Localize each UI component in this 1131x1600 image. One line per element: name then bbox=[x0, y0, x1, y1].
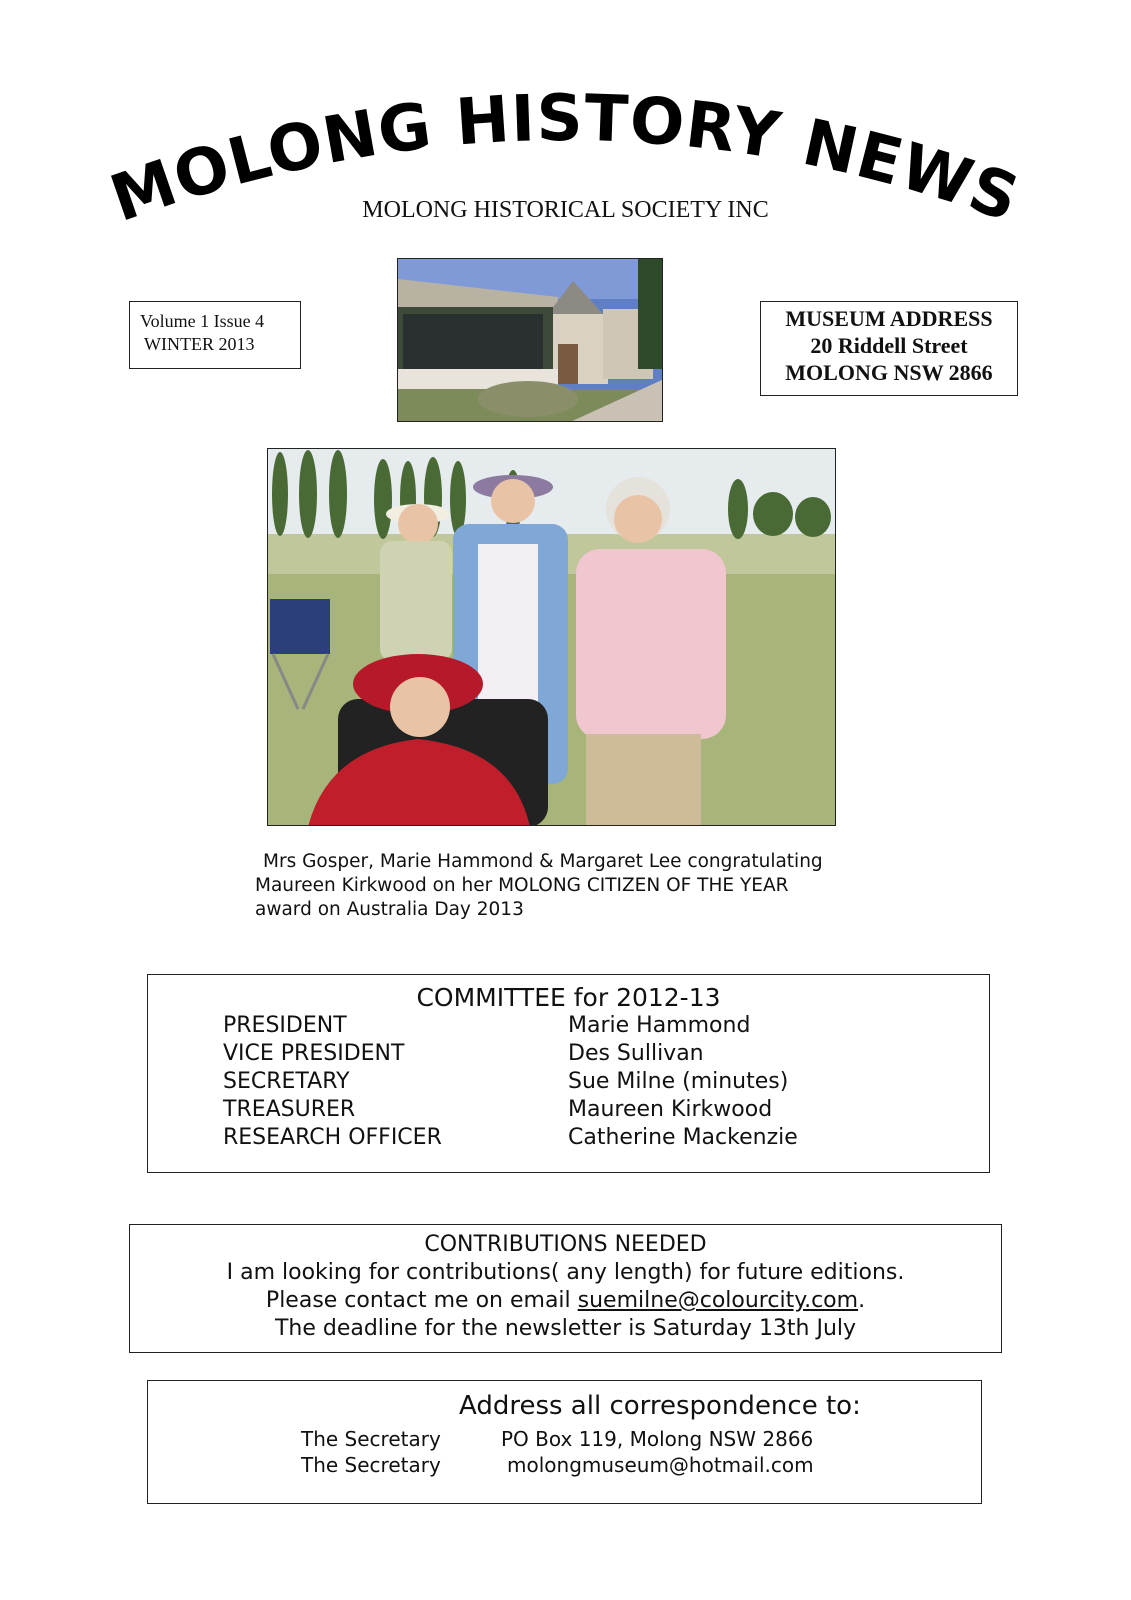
issue-info-box bbox=[129, 301, 301, 369]
committee-role: SECRETARY bbox=[223, 1069, 350, 1094]
caption-line: award on Australia Day 2013 bbox=[255, 899, 524, 920]
newsletter-title: MOLONG HISTORY NEWS bbox=[101, 81, 1029, 238]
contributions-heading: CONTRIBUTIONS NEEDED bbox=[424, 1232, 707, 1257]
contributions-box bbox=[129, 1224, 1002, 1353]
committee-row bbox=[223, 1125, 923, 1153]
committee-row bbox=[223, 1097, 923, 1125]
correspondence-heading: Address all correspondence to: bbox=[459, 1391, 861, 1421]
committee-member: Catherine Mackenzie bbox=[568, 1125, 798, 1150]
committee-member: Sue Milne (minutes) bbox=[568, 1069, 789, 1094]
contributions-contact bbox=[130, 1287, 1001, 1315]
correspondence-recipient: The Secretary bbox=[301, 1453, 441, 1477]
museum-street: 20 Riddell Street bbox=[810, 333, 968, 358]
contributions-request: I am looking for contributions( any length) for future editions. bbox=[226, 1260, 905, 1285]
committee-title: COMMITTEE for 2012-13 bbox=[416, 983, 721, 1012]
committee-role: RESEARCH OFFICER bbox=[223, 1125, 442, 1150]
committee-member: Marie Hammond bbox=[568, 1013, 751, 1038]
correspondence-postal-address: PO Box 119, Molong NSW 2866 bbox=[501, 1427, 814, 1451]
committee-member: Maureen Kirkwood bbox=[568, 1097, 773, 1122]
group-photo bbox=[267, 448, 836, 826]
committee-role: TREASURER bbox=[223, 1097, 356, 1122]
committee-role: VICE PRESIDENT bbox=[223, 1041, 405, 1066]
committee-member: Des Sullivan bbox=[568, 1041, 704, 1066]
contact-prefix: Please contact me on email bbox=[265, 1288, 578, 1313]
museum-building-photo bbox=[397, 258, 663, 422]
committee-role: PRESIDENT bbox=[223, 1013, 347, 1038]
correspondence-email[interactable]: molongmuseum@hotmail.com bbox=[507, 1453, 814, 1477]
committee-box bbox=[147, 974, 990, 1173]
committee-row bbox=[223, 1041, 923, 1069]
committee-row bbox=[223, 1069, 923, 1097]
correspondence-box bbox=[147, 1380, 982, 1504]
photo-caption bbox=[255, 850, 875, 922]
caption-line: Mrs Gosper, Marie Hammond & Margaret Lee congratulating bbox=[263, 851, 823, 872]
caption-line: Maureen Kirkwood on her MOLONG CITIZEN OF THE YEAR bbox=[255, 875, 789, 896]
contact-suffix: . bbox=[858, 1288, 866, 1313]
issue-season: WINTER 2013 bbox=[144, 334, 255, 354]
contributions-deadline: The deadline for the newsletter is Saturday 13th July bbox=[274, 1316, 857, 1341]
contact-email-link[interactable]: suemilne@colourcity.com bbox=[577, 1288, 859, 1313]
committee-row bbox=[223, 1013, 923, 1041]
museum-address-heading: MUSEUM ADDRESS bbox=[785, 306, 993, 331]
museum-town: MOLONG NSW 2866 bbox=[785, 360, 993, 385]
society-name: MOLONG HISTORICAL SOCIETY INC bbox=[362, 197, 769, 223]
museum-address-box bbox=[760, 301, 1018, 396]
correspondence-recipient: The Secretary bbox=[301, 1427, 441, 1451]
issue-volume: Volume 1 Issue 4 bbox=[140, 311, 265, 331]
